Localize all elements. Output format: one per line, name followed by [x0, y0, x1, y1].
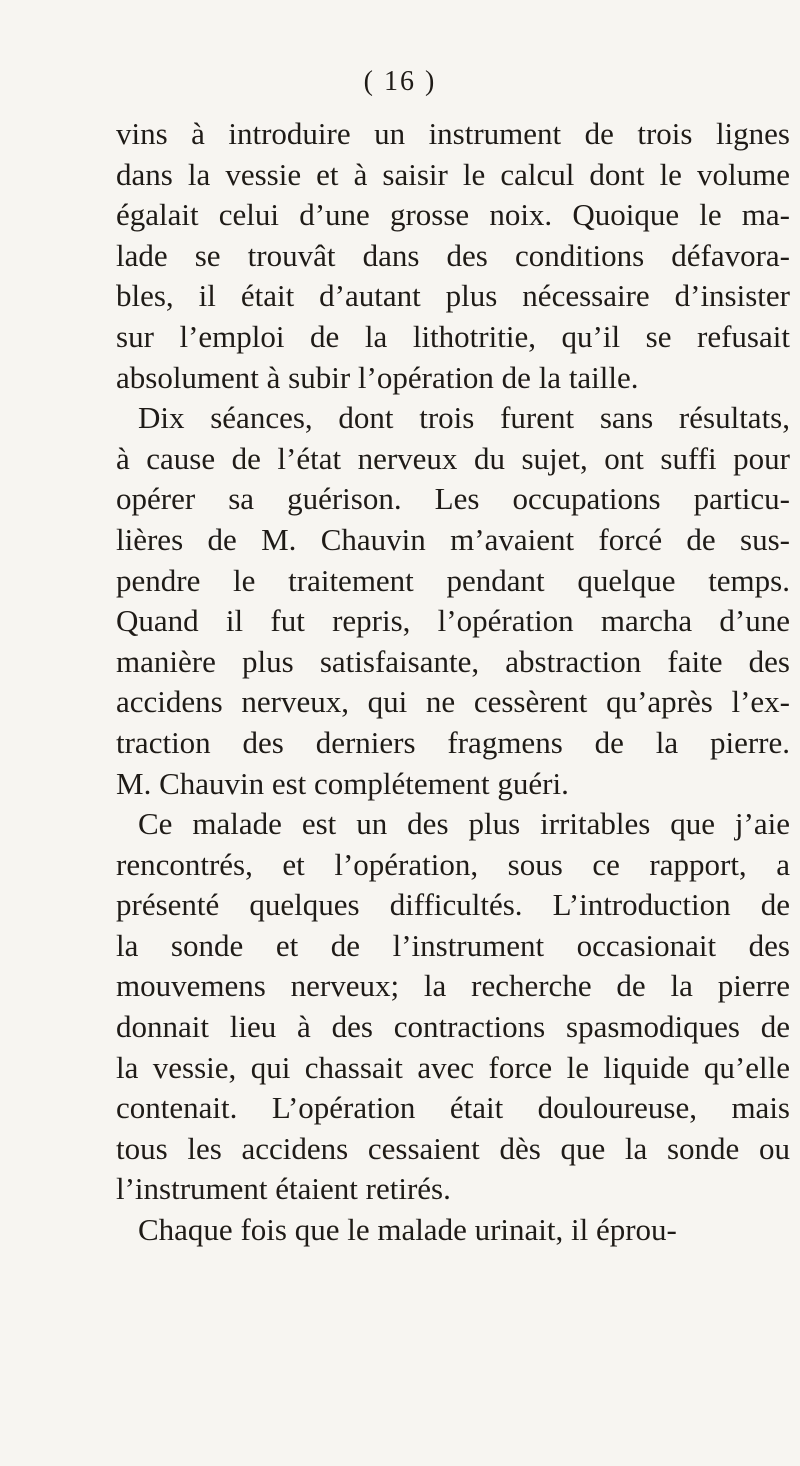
text-line: bles, il était d’autant plus nécessaire d’insister [116, 278, 790, 314]
text-line: accidens nerveux, qui ne cessèrent qu’après l’ex- [116, 684, 790, 720]
text-line: opérer sa guérison. Les occupations particu- [116, 481, 790, 517]
text-line: la sonde et de l’instrument occasionait des [116, 927, 790, 963]
text-line: sur l’emploi de la lithotritie, qu’il se refusait [116, 318, 790, 354]
text-line: traction des derniers fragmens de la pierre. [116, 724, 790, 760]
text-line: vins à introduire un instrument de trois lignes [116, 116, 790, 151]
text-line: manière plus satisfaisante, abstraction faite des [116, 643, 790, 679]
text-line: à cause de l’état nerveux du sujet, ont suffi pour [116, 440, 790, 476]
text-line: absolument à subir l’opération de la taille. [116, 359, 639, 395]
text-line: tous les accidens cessaient dès que la sonde ou [116, 1130, 790, 1166]
text-line: présenté quelques difficultés. L’introduction de [116, 887, 790, 923]
text-line: égalait celui d’une grosse noix. Quoique le ma- [116, 197, 790, 233]
text-line: donnait lieu à des contractions spasmodiques de [116, 1009, 790, 1045]
text-line: dans la vessie et à saisir le calcul dont le volume [116, 156, 790, 192]
text-line: Dix séances, dont trois furent sans résultats, [138, 400, 790, 436]
text-line: Ce malade est un des plus irritables que j’aie [138, 806, 790, 842]
text-line: rencontrés, et l’opération, sous ce rapport, a [116, 846, 790, 882]
text-line: contenait. L’opération était douloureuse, mais [116, 1090, 790, 1126]
text-line: l’instrument étaient retirés. [116, 1171, 451, 1207]
text-line: Quand il fut repris, l’opération marcha d’une [116, 603, 790, 639]
text-line: lières de M. Chauvin m’avaient forcé de sus- [116, 521, 790, 557]
text-line: mouvemens nerveux; la recherche de la pierre [116, 968, 790, 1004]
text-line: M. Chauvin est complétement guéri. [116, 765, 569, 801]
text-line: la vessie, qui chassait avec force le liquide qu’elle [116, 1049, 790, 1085]
body-text [116, 114, 790, 1251]
page-number: ( 16 ) [363, 66, 437, 97]
text-line: Chaque fois que le malade urinait, il éprou- [138, 1212, 677, 1248]
text-line: pendre le traitement pendant quelque temps. [116, 562, 790, 598]
text-line: lade se trouvât dans des conditions défavora- [116, 237, 790, 273]
